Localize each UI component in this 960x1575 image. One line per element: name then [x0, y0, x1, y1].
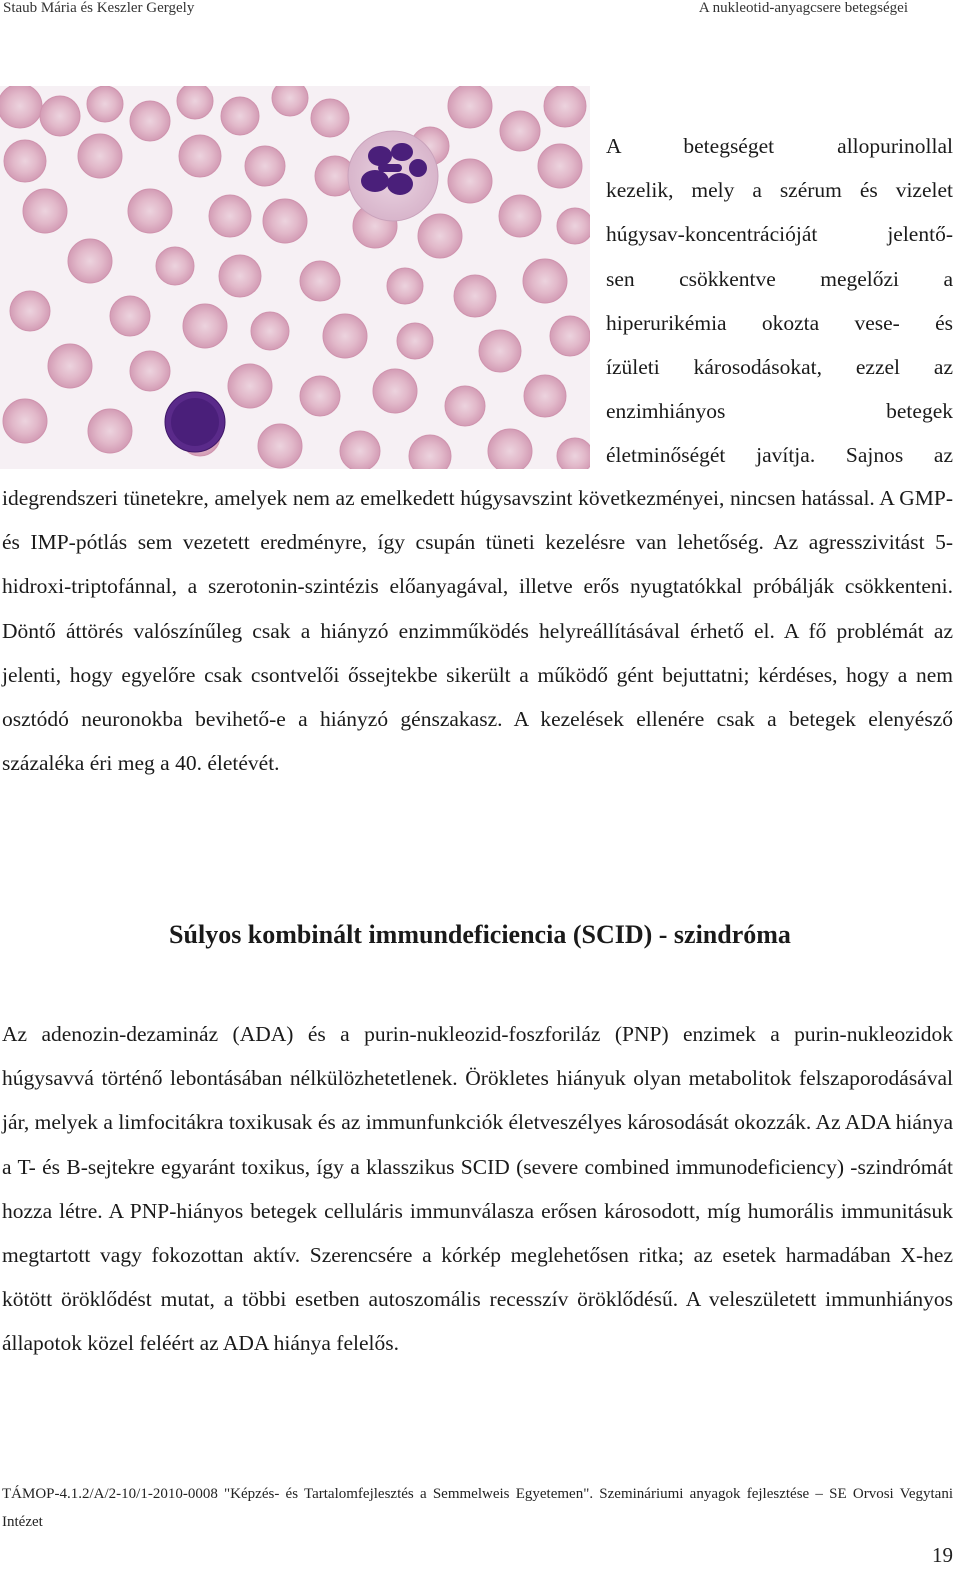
- blood-smear-image: [0, 86, 590, 469]
- wrapped-line: hiperurikémia okozta vese- és: [606, 310, 953, 335]
- wrapped-paragraph: [606, 124, 953, 478]
- running-header-chapter: A nukleotid-anyagcsere betegségei: [698, 0, 908, 16]
- paragraph-continuation: idegrendszeri tünetekre, amelyek nem az emelkedett húgysavszint következményei, nincsen hatással. A GMP- és IMP-pótlás sem vezetett eredményre, így csupán tüneti kezelésre van lehetőség. Az agresszivitást 5-hidroxi-triptofánnal, a szerotonin-szintézis előanyagával, illetve erős nyugtatókkal próbálják csökkenteni. Döntő áttörés valószínűleg csak a hiányzó enzimműködés helyreállításával érhető el. A fő problémát az jelenti, hogy egyelőre csak csontvelői őssejtekbe sikerült a működő gént bejuttatni; kérdéses, hogy a nem osztódó neuronokba bevihető-e a hiányzó génszakasz. A kezelések ellenére csak a betegek elenyésző százaléka éri meg a 40. életévét.: [2, 486, 953, 776]
- wrapped-line: kezelik, mely a szérum és vizelet: [606, 178, 953, 203]
- section-heading: Súlyos kombinált immundeficiencia (SCID) - szindróma: [169, 920, 791, 949]
- page-footer: TÁMOP-4.1.2/A/2-10/1-2010-0008 "Képzés- és Tartalomfejlesztés a Semmelweis Egyetemen". Szemináriumi anyagok fejlesztése – SE Orvosi Vegytani Intézet: [2, 1486, 953, 1530]
- wrapped-line: sen csökkentve megelőzi a: [606, 266, 953, 291]
- running-header-authors: Staub Mária és Keszler Gergely: [3, 0, 195, 16]
- wrapped-line: enzimhiányos betegek: [606, 399, 953, 424]
- wrapped-line: A betegséget allopurinollal: [606, 134, 953, 158]
- wrapped-line: húgysav-koncentrációját jelentő-: [606, 222, 953, 247]
- page-number: 19: [932, 1543, 953, 1567]
- blood-smear-figure: [0, 86, 590, 469]
- paragraph-scid: Az adenozin-dezamináz (ADA) és a purin-nukleozid-foszforiláz (PNP) enzimek a purin-nukleozidok húgysavvá történő lebontásában nélkülözhetetlenek. Örökletes hiányuk olyan metabolitok felszaporodásával jár, melyek a limfocitákra toxikusak és az immunfunkciók életveszélyes károsodását okozzák. Az ADA hiánya a T- és B-sejtekre egyaránt toxikus, így a klasszikus SCID (severe combined immunodeficiency) -szindrómát hozza létre. A PNP-hiányos betegek celluláris immunválasza erősen károsodott, míg humorális immunitásuk megtartott vagy fokozottan aktív. Szerencsére a kórkép meglehetősen ritka; az esetek harmadában X-hez kötött öröklődést mutat, a többi esetben autoszomális recesszív öröklődésű. A veleszületett immunhiányos állapotok közel feléért az ADA hiánya felelős.: [2, 1022, 953, 1356]
- wrapped-line: életminőségét javítja. Sajnos az: [606, 443, 953, 468]
- wrapped-line: ízületi károsodásokat, ezzel az: [606, 355, 953, 380]
